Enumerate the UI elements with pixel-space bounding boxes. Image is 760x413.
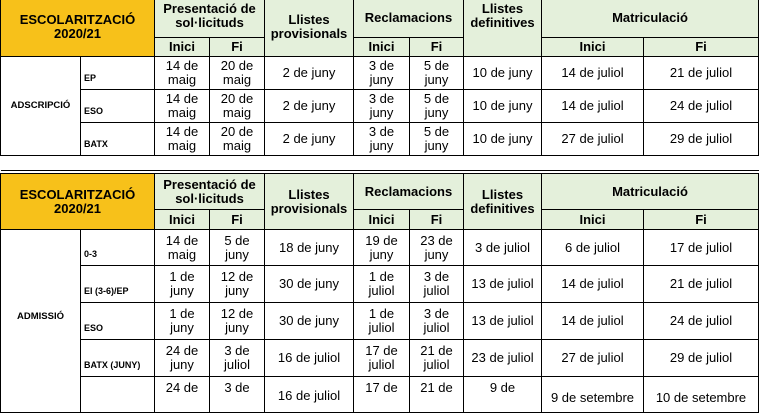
cell-pres-inici: 24 de juny — [155, 340, 210, 377]
cell-pres-fi: 20 de maig — [210, 57, 265, 90]
cell-pres-inici: 14 de maig — [155, 90, 210, 123]
cell-rec-fi: 3 de juliol — [410, 266, 464, 303]
sub-inici: Inici — [354, 38, 410, 57]
table-row — [1, 57, 759, 90]
header-matriculacio: Matriculació — [542, 0, 759, 38]
table-row — [1, 340, 759, 377]
cell-mat-inici: 27 de juliol — [542, 340, 644, 377]
sub-inici: Inici — [155, 38, 210, 57]
table-row — [1, 266, 759, 303]
header-presentacio: Presentació de sol·licituds — [155, 0, 265, 38]
cell-llistes-def: 3 de juliol — [464, 230, 542, 266]
header-reclamacions: Reclamacions — [354, 0, 464, 38]
calendar-table-adscripcio — [0, 0, 759, 171]
cell-pres-inici: 1 de juny — [155, 303, 210, 340]
sub-inici: Inici — [542, 38, 644, 57]
cell-mat-fi: 21 de juliol — [644, 266, 759, 303]
cell-mat-fi: 21 de juliol — [644, 57, 759, 90]
table-title-line1: ESCOLARITZACIÓ — [19, 12, 136, 27]
cell-rec-inici: 17 de — [354, 377, 410, 413]
header-llistes-definitives: Llistes definitives — [464, 174, 542, 230]
sub-fi: Fi — [644, 210, 759, 230]
header-llistes-definitives: Llistes definitives — [464, 0, 542, 57]
cell-rec-fi: 23 de juny — [410, 230, 464, 266]
cell-rec-inici: 3 de juny — [354, 90, 410, 123]
sub-fi: Fi — [210, 38, 265, 57]
cell-rec-inici: 1 de juliol — [354, 266, 410, 303]
table-row — [1, 303, 759, 340]
spacer-row — [1, 156, 759, 171]
cell-mat-fi: 10 de setembre — [644, 377, 759, 413]
cell-mat-fi: 29 de juliol — [644, 340, 759, 377]
level-label: EP — [81, 57, 155, 90]
sub-fi: Fi — [410, 210, 464, 230]
cell-mat-inici: 9 de setembre — [542, 377, 644, 413]
cell-pres-inici: 14 de maig — [155, 230, 210, 266]
table-title-line2: 2020/21 — [54, 26, 101, 41]
cell-pres-fi: 12 de juny — [210, 266, 265, 303]
group-label: ADSCRIPCIÓ — [1, 57, 81, 156]
table-title-line2: 2020/21 — [54, 200, 101, 216]
table-row — [1, 90, 759, 123]
cell-rec-fi: 5 de juny — [410, 57, 464, 90]
header-matriculacio: Matriculació — [542, 174, 759, 210]
header-llistes-provisionals: Llistes provisionals — [265, 0, 354, 57]
cell-llistes-prov: 18 de juny — [265, 230, 354, 266]
cell-rec-fi: 3 de juliol — [410, 303, 464, 340]
cell-mat-inici: 14 de juliol — [542, 303, 644, 340]
level-label: ESO — [81, 90, 155, 123]
cell-llistes-def: 13 de juliol — [464, 303, 542, 340]
cell-llistes-prov: 16 de juliol — [265, 377, 354, 413]
cell-llistes-prov: 30 de juny — [265, 303, 354, 340]
cell-mat-inici: 6 de juliol — [542, 230, 644, 266]
cell-rec-fi: 5 de juny — [410, 90, 464, 123]
table-row — [1, 230, 759, 266]
cell-llistes-def: 10 de juny — [464, 57, 542, 90]
header-reclamacions: Reclamacions — [354, 174, 464, 210]
cell-llistes-prov: 2 de juny — [265, 123, 354, 156]
cell-pres-fi: 3 de juliol — [210, 340, 265, 377]
sub-fi: Fi — [644, 38, 759, 57]
cell-llistes-def: 10 de juny — [464, 123, 542, 156]
cell-rec-inici: 3 de juny — [354, 123, 410, 156]
cell-pres-fi: 3 de — [210, 377, 265, 413]
cell-mat-inici: 27 de juliol — [542, 123, 644, 156]
cell-pres-fi: 20 de maig — [210, 123, 265, 156]
cell-rec-inici: 17 de juliol — [354, 340, 410, 377]
cell-llistes-prov: 2 de juny — [265, 90, 354, 123]
table-title-line1: ESCOLARITZACIÓ — [19, 186, 136, 202]
table-title — [1, 0, 155, 57]
level-label: ESO — [81, 303, 155, 340]
cell-llistes-prov: 30 de juny — [265, 266, 354, 303]
cell-llistes-def: 9 de — [464, 377, 542, 413]
cell-pres-fi: 5 de juny — [210, 230, 265, 266]
cell-llistes-def: 13 de juliol — [464, 266, 542, 303]
level-label: 0-3 — [81, 230, 155, 266]
cell-pres-inici: 14 de maig — [155, 57, 210, 90]
cell-pres-fi: 12 de juny — [210, 303, 265, 340]
cell-llistes-prov: 16 de juliol — [265, 340, 354, 377]
sub-inici: Inici — [155, 210, 210, 230]
cell-rec-inici: 3 de juny — [354, 57, 410, 90]
table-row — [1, 123, 759, 156]
sub-inici: Inici — [354, 210, 410, 230]
cell-mat-inici: 14 de juliol — [542, 90, 644, 123]
cell-mat-inici: 14 de juliol — [542, 57, 644, 90]
cell-rec-fi: 21 de — [410, 377, 464, 413]
header-presentacio: Presentació de sol·licituds — [155, 174, 265, 210]
cell-llistes-def: 10 de juny — [464, 90, 542, 123]
sub-inici: Inici — [542, 210, 644, 230]
cell-mat-fi: 29 de juliol — [644, 123, 759, 156]
cell-rec-inici: 1 de juliol — [354, 303, 410, 340]
cell-pres-inici: 1 de juny — [155, 266, 210, 303]
cell-pres-inici: 24 de — [155, 377, 210, 413]
cell-llistes-prov: 2 de juny — [265, 57, 354, 90]
cell-mat-fi: 24 de juliol — [644, 90, 759, 123]
cell-rec-inici: 19 de juny — [354, 230, 410, 266]
level-label: BATX (JUNY) — [81, 340, 155, 377]
cell-mat-inici: 14 de juliol — [542, 266, 644, 303]
table-row — [1, 377, 759, 413]
level-label — [81, 377, 155, 413]
sub-fi: Fi — [410, 38, 464, 57]
sub-fi: Fi — [210, 210, 265, 230]
cell-mat-fi: 24 de juliol — [644, 303, 759, 340]
cell-llistes-def: 23 de juliol — [464, 340, 542, 377]
header-llistes-provisionals: Llistes provisionals — [265, 174, 354, 230]
cell-mat-fi: 17 de juliol — [644, 230, 759, 266]
cell-pres-fi: 20 de maig — [210, 90, 265, 123]
cell-pres-inici: 14 de maig — [155, 123, 210, 156]
table-title — [1, 174, 155, 230]
group-label: ADMISSIÓ — [1, 230, 81, 413]
cell-rec-fi: 5 de juny — [410, 123, 464, 156]
cell-rec-fi: 21 de juliol — [410, 340, 464, 377]
level-label: BATX — [81, 123, 155, 156]
level-label: EI (3-6)/EP — [81, 266, 155, 303]
calendar-table-admissio — [0, 173, 759, 413]
